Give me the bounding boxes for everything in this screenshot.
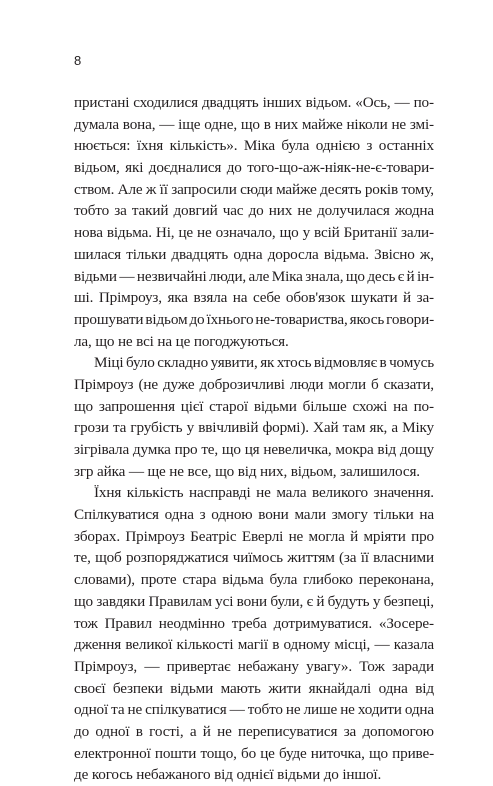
text-line: Їхня кількість насправді не мала великого значення.	[94, 484, 434, 502]
text-line: Прімроуз (не дуже доброзичливі люди могли б сказати,	[74, 375, 434, 393]
text-line: що завдяки Правилам усі вони були, є й будуть у безпеці,	[74, 592, 434, 610]
text-line: Міці було складно уявити, як хтось відмовляє в чомусь	[94, 354, 434, 372]
text-line: тобто за такий довгий час до них не долучилася жодна	[74, 202, 434, 220]
text-line: шилася тільки двадцять одна доросла відьма. Звісно ж,	[74, 245, 434, 263]
text-line: нова відьма. Ні, це не означало, що у всій Британії зали-	[74, 224, 434, 242]
text-line: зігрівала думка про те, що ця невеличка, мокра від дощу	[74, 441, 434, 458]
paragraph-3	[74, 482, 434, 786]
text-line: що запрошення цієї старої відьми більше схожі на по-	[74, 397, 434, 415]
paragraph-1	[74, 92, 434, 352]
text-line: зборах. Прімроуз Беатріс Еверлі не могла й мріяти про	[74, 527, 434, 545]
text-line: ла, що не всі на це погоджуються.	[74, 332, 289, 350]
text-line: ші. Прімроуз, яка взяла на себе обов'язок шукати й за-	[74, 289, 434, 307]
text-line: думала вона, — іще одне, що в них майже ніколи не змі-	[74, 115, 434, 133]
text-line: дження великої кількості магії в одному місці, — казала	[74, 636, 434, 654]
text-line: одної та не спілкуватися — тобто не лише не ходити одна	[74, 701, 434, 719]
text-line: словами), проте стара відьма була глибоко переконана,	[74, 571, 434, 589]
text-line: електронної пошти тощо, бо це буде ниточка, що приве-	[74, 744, 434, 762]
text-line: пристані сходилися двадцять інших відьом. «Ось, — по-	[74, 94, 434, 111]
text-line: до одної в гості, а й не переписуватися за допомогою	[74, 722, 434, 740]
text-line: відьом, які доєдналися до того-що-аж-ніяк-не-є-товари-	[74, 159, 434, 177]
text-line: ством. Але ж її запросили сюди майже десять років тому,	[74, 180, 434, 198]
text-line: своєї безпеки відьми мають жити якнайдалі одна від	[74, 679, 434, 697]
paragraph-2	[74, 352, 434, 482]
text-line: Прімроуз, — привертає небажану увагу». Тож заради	[74, 657, 434, 675]
text-line: тож Правил неодмінно треба дотримуватися. «Зосере-	[74, 614, 434, 632]
text-line: те, щоб розпоряджатися чиїмось життям (за її власними	[74, 549, 434, 567]
text-line: прошувати відьом до їхнього не-товариства, якось говори-	[74, 310, 434, 328]
text-line: нюється: їхня кількість». Міка була однією з останніх	[74, 137, 434, 155]
text-line: де когось небажаного від однієї відьми до іншої.	[74, 766, 382, 784]
page-number: 8	[74, 53, 82, 68]
body-text	[74, 92, 434, 786]
text-line: Спілкуватися одна з одною вони мали змогу тільки на	[74, 506, 434, 524]
text-line: згр айка — ще не все, що від них, відьом, залишилося.	[74, 462, 420, 480]
text-line: відьми — незвичайні люди, але Міка знала, що десь є й ін-	[74, 267, 434, 285]
text-line: грози та грубість у ввічливій формі). Хай там як, а Міку	[74, 419, 434, 437]
